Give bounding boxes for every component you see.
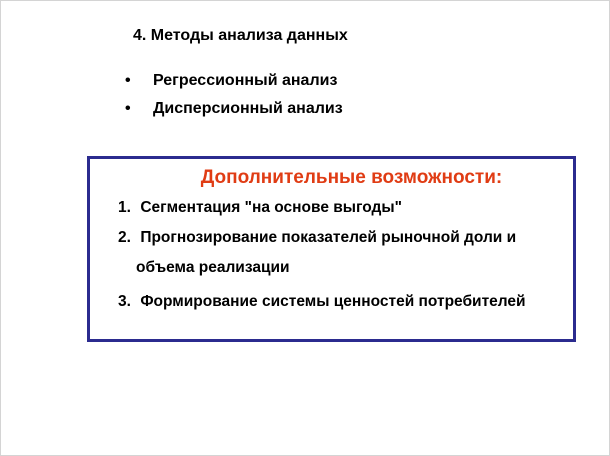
list-item [125,99,343,127]
bullet-icon: • [125,100,131,117]
item-number: 1. [118,199,131,216]
feature-item-2-continuation: объема реализации [136,259,290,276]
item-text: Сегментация "на основе выгоды" [140,199,402,216]
list-item-label: Регрессионный анализ [153,72,338,89]
additional-features-box [87,156,576,342]
item-text: Прогнозирование показателей рыночной доли и [140,229,517,246]
bullet-icon: • [125,72,131,89]
item-number: 3. [118,293,131,310]
item-number: 2. [118,229,131,246]
box-title: Дополнительные возможности: [200,167,503,188]
item-text: Формирование системы ценностей потребителей [140,293,526,310]
list-item-label: Дисперсионный анализ [153,100,343,117]
list-item [125,71,343,99]
feature-item-3 [118,293,526,311]
feature-item-1 [118,199,402,217]
methods-list [125,71,343,127]
section-heading: 4. Методы анализа данных [133,27,348,44]
feature-item-2 [118,229,516,247]
